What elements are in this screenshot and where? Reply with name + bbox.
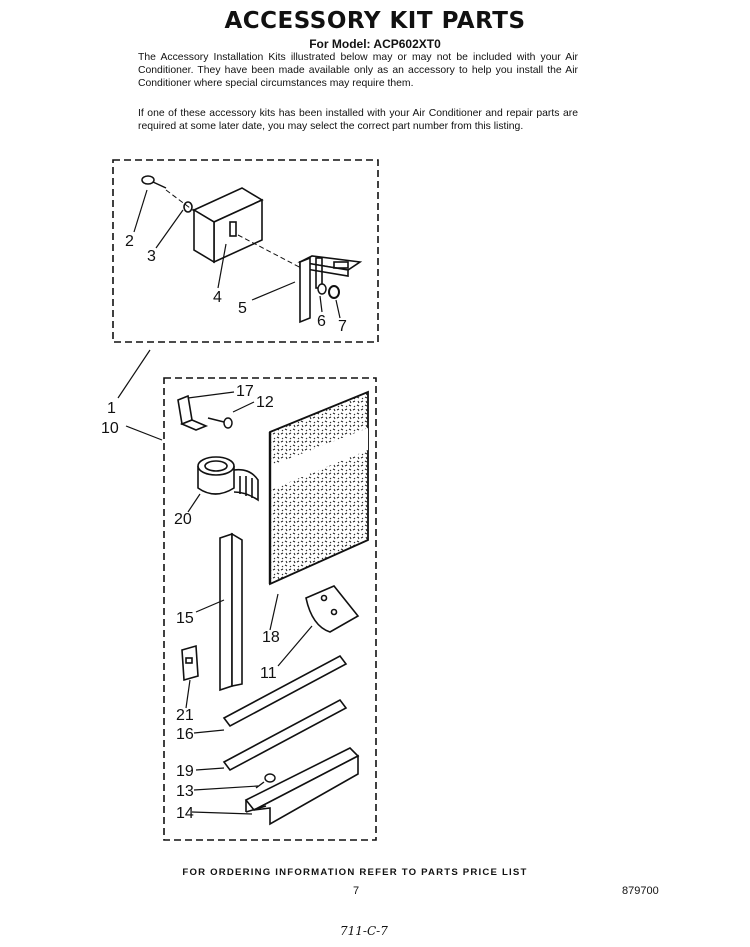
callout-2: 2	[125, 233, 134, 250]
sill-channel-part-14	[246, 748, 358, 824]
screw-part-12	[208, 418, 232, 428]
callout-12: 12	[256, 394, 274, 411]
callout-18: 18	[262, 629, 280, 646]
callout-4: 4	[213, 289, 222, 306]
callout-21: 21	[176, 707, 194, 724]
callout-10: 10	[101, 420, 119, 437]
model-line: For Model: ACP602XT0	[309, 37, 441, 51]
block-part-21	[182, 646, 198, 680]
bracket-part-4	[194, 188, 262, 262]
callout-16: 16	[176, 726, 194, 743]
screw-part-2	[142, 176, 166, 188]
callout-20: 20	[174, 511, 192, 528]
callout-6: 6	[317, 313, 326, 330]
intro-paragraph-1: The Accessory Installation Kits illustrated below may or may not be included with your Air Conditioner. They have been made available only as an accessory to help you install the Air Conditioner where special circumstances may require them.	[138, 52, 578, 89]
callout-13: 13	[176, 783, 194, 800]
callout-15: 15	[176, 610, 194, 627]
nut-part-7	[329, 286, 339, 298]
screw-part-13	[256, 774, 275, 788]
ordering-footer-note: FOR ORDERING INFORMATION REFER TO PARTS PRICE LIST	[182, 867, 528, 878]
document-number: 879700	[622, 885, 659, 897]
bracket-part-17	[178, 396, 206, 430]
callout-19: 19	[176, 763, 194, 780]
callout-1: 1	[107, 400, 116, 417]
foam-panel-part-18	[270, 392, 368, 584]
callout-14: 14	[176, 805, 194, 822]
handwritten-note: 711-C-7	[340, 924, 388, 938]
callout-5: 5	[238, 300, 247, 317]
channel-part-15	[220, 534, 242, 690]
callout-3: 3	[147, 248, 156, 265]
washer-part-6	[318, 284, 326, 294]
intro-paragraph-2: If one of these accessory kits has been installed with your Air Conditioner and repair parts are required at some later date, you may select the correct part number from this listing.	[138, 108, 578, 132]
page-number: 7	[353, 885, 360, 897]
tape-roll-part-20	[198, 457, 258, 500]
callout-7: 7	[338, 318, 347, 335]
page-title: ACCESSORY KIT PARTS	[224, 8, 526, 34]
clip-part-11	[306, 586, 358, 632]
callout-17: 17	[236, 383, 254, 400]
callout-11: 11	[260, 665, 277, 682]
